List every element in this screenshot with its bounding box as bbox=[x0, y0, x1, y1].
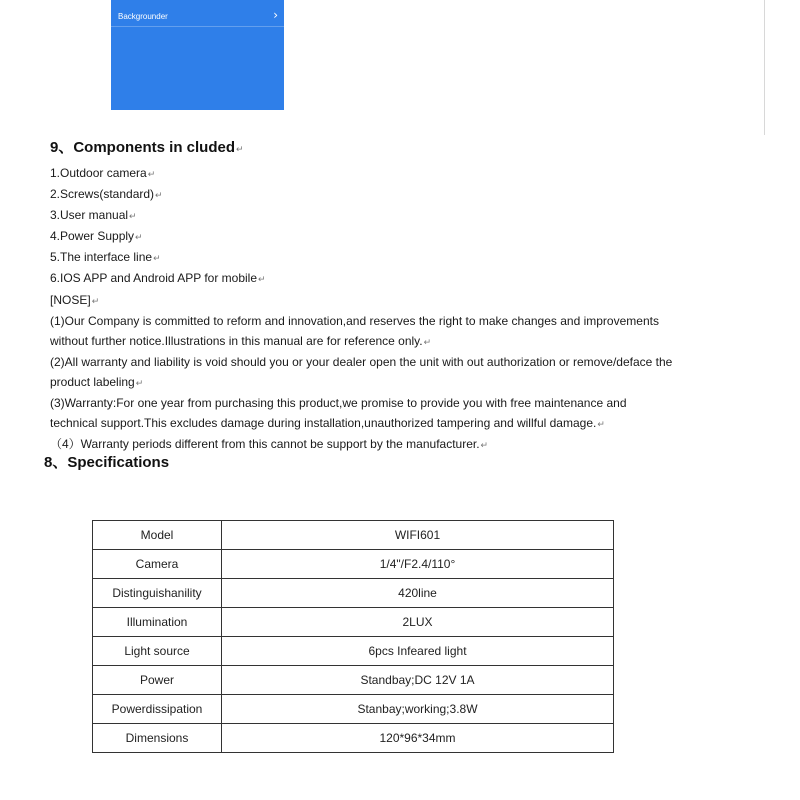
note-label: [NOSE]↵ bbox=[50, 292, 100, 307]
spec-key: Model bbox=[93, 521, 222, 550]
table-row bbox=[93, 666, 614, 695]
spec-value: WIFI601 bbox=[222, 521, 614, 550]
note-line: （4）Warranty periods different from this cannot be support by the manufacturer.↵ bbox=[50, 437, 489, 452]
spec-key: Illumination bbox=[93, 608, 222, 637]
note-line: (2)All warranty and liability is void should you or your dealer open the unit with out authorization or remove/deface the bbox=[50, 354, 673, 369]
spec-value: 1/4"/F2.4/110° bbox=[222, 550, 614, 579]
spec-value: 120*96*34mm bbox=[222, 724, 614, 753]
specifications-heading bbox=[44, 451, 169, 472]
page-edge-line bbox=[764, 0, 765, 135]
list-item: 2.Screws(standard)↵ bbox=[50, 187, 163, 202]
spec-value: 2LUX bbox=[222, 608, 614, 637]
note-line: (1)Our Company is committed to reform and innovation,and reserves the right to make changes and improvements bbox=[50, 313, 659, 328]
note-line: (3)Warranty:For one year from purchasing this product,we promise to provide you with free maintenance and bbox=[50, 396, 627, 411]
components-heading bbox=[50, 136, 244, 157]
spec-key: Dimensions bbox=[93, 724, 222, 753]
spec-value: Stanbay;working;3.8W bbox=[222, 695, 614, 724]
specifications-table bbox=[92, 520, 614, 753]
spec-key: Power bbox=[93, 666, 222, 695]
table-row bbox=[93, 724, 614, 753]
spec-value: 420line bbox=[222, 579, 614, 608]
table-row bbox=[93, 521, 614, 550]
spec-key: Powerdissipation bbox=[93, 695, 222, 724]
note-line: without further notice.Illustrations in this manual are for reference only.↵ bbox=[50, 333, 432, 348]
specifications-heading-text: 8、Specifications bbox=[44, 454, 170, 471]
table-row bbox=[93, 637, 614, 666]
spec-key: Light source bbox=[93, 637, 222, 666]
spec-key: Camera bbox=[93, 550, 222, 579]
list-item: 1.Outdoor camera↵ bbox=[50, 166, 156, 180]
app-screenshot-panel bbox=[111, 0, 284, 110]
paragraph-mark: ↵ bbox=[236, 144, 244, 154]
components-heading-text: 9、Components in cluded bbox=[50, 139, 236, 156]
list-item: 4.Power Supply↵ bbox=[50, 229, 143, 244]
menu-item-backgrounder[interactable] bbox=[111, 8, 284, 27]
list-item: 3.User manual↵ bbox=[50, 208, 137, 223]
table-row bbox=[93, 695, 614, 724]
spec-value: Standbay;DC 12V 1A bbox=[222, 666, 614, 695]
list-item: 5.The interface line↵ bbox=[50, 250, 161, 265]
table-row bbox=[93, 550, 614, 579]
table-row bbox=[93, 579, 614, 608]
table-row bbox=[93, 608, 614, 637]
components-list bbox=[50, 163, 750, 455]
spec-value: 6pcs Infeared light bbox=[222, 637, 614, 666]
chevron-right-icon: › bbox=[273, 8, 278, 22]
note-line: product labeling↵ bbox=[50, 374, 144, 389]
list-item: 6.IOS APP and Android APP for mobile↵ bbox=[50, 271, 266, 286]
spec-key: Distinguishanility bbox=[93, 579, 222, 608]
note-line: technical support.This excludes damage during installation,unauthorized tampering and willful damage.↵ bbox=[50, 416, 605, 431]
menu-item-label: Backgrounder bbox=[118, 12, 168, 21]
